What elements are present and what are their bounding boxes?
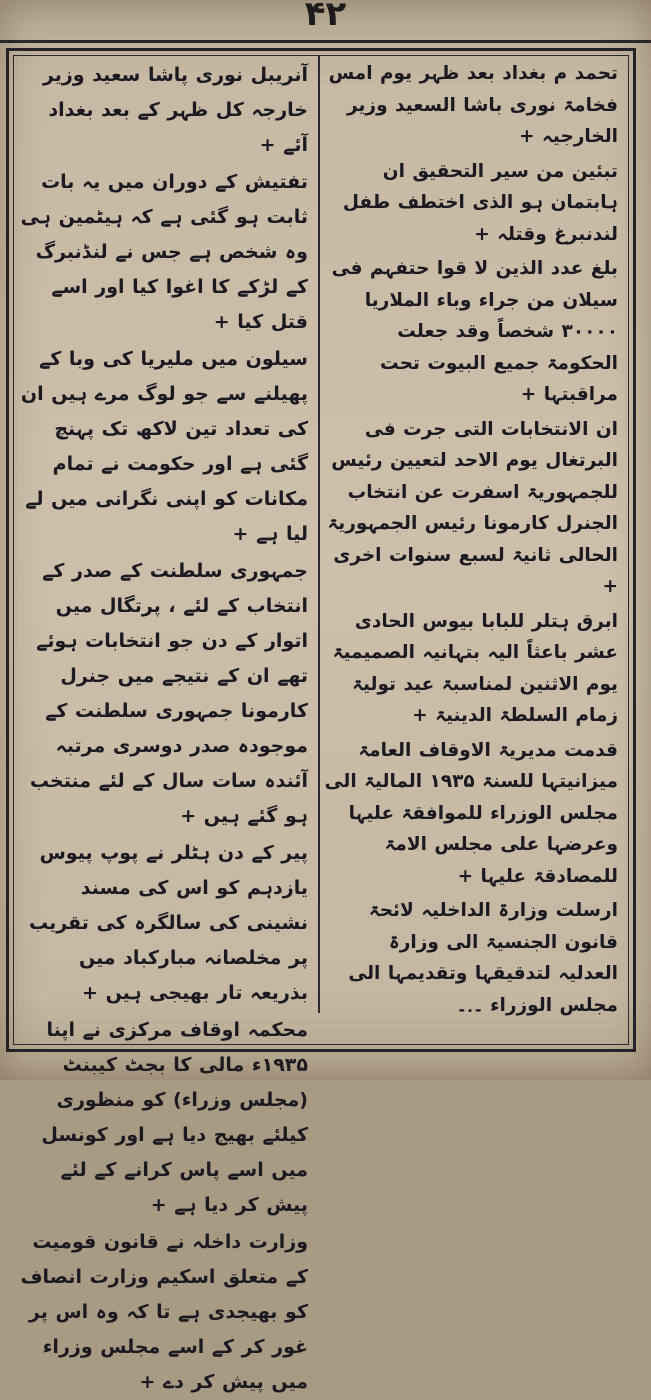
urdu-column (18, 58, 314, 1393)
arabic-paragraph-3: بلغ عدد الذین لا قوا حتفہم فی سیلان من جراء وباء الملاریا ۳۰۰۰۰ شخصاً وقد جعلت الحکومۃ جمیع البیوت تحت مراقبتہا + (331, 258, 618, 405)
top-rule (0, 40, 651, 43)
column-divider (318, 55, 320, 1013)
arabic-paragraph-2: تبئین من سیر التحقیق ان ہابتمان ہو الذی اختطف طفل لندنبرغ وقتلہ + (342, 160, 618, 245)
urdu-paragraph-7: وزارت داخلہ نے قانون قومیت کے متعلق اسکیم وزارت انصاف کو بھیجدی ہے تا کہ وہ اس پر غور کر کے اسے مجلس وزراء میں پیش کر دے + (20, 1231, 308, 1393)
arabic-paragraph-6: قدمت مدیریۃ الاوقاف العامۃ میزانیتہا للسنۃ ۱۹۳۵ المالیۃ الی مجلس الوزراء للموافقۃ علیہا وعرضہا علی مجلس الامۃ للمصادقۃ علیہا + (324, 739, 618, 887)
urdu-paragraph-6: محکمہ اوقاف مرکزی نے اپنا ۱۹۳۵ء مالی کا بجٹ کیبنٹ (مجلس وزراء) کو منظوری کیلئے بھیج دیا ہے اور کونسل میں اسے پاس کرانے کے لئے پیش کر دیا ہے + (41, 1019, 308, 1216)
urdu-paragraph-1: آنریبل نوری پاشا سعید وزیر خارجہ کل ظہر کے بعد بغداد آئے + (42, 64, 308, 156)
column-end-mark: -۰- (458, 1000, 482, 1019)
urdu-paragraph-5: پیر کے دن ہٹلر نے پوپ پیوس یازدہم کو اس کی مسند نشینی کی سالگرہ کی تقریب پر مخلصانہ مبارکباد میں بذریعہ تار بھیجی ہیں + (28, 842, 308, 1004)
urdu-paragraph-2: تفتیش کے دوران میں یہ بات ثابت ہو گئی ہے کہ ہیٹمین ہی وہ شخص ہے جس نے لنڈنبرگ کے لڑکے کا اغوا کیا اور اسے قتل کیا + (20, 171, 308, 333)
page-number: ۴۲ (304, 0, 347, 34)
arabic-paragraph-1: تحمد م بغداد بعد ظہر یوم امس فخامۃ نوری باشا السعید وزیر الخارجیہ + (328, 63, 618, 147)
arabic-column (324, 58, 624, 1016)
arabic-paragraph-7: ارسلت وزارۃ الداخلیہ لائحۃ قانون الجنسیۃ الی وزارۃ العدلیہ لتدقیقہا وتقدیمہا الی مجلس الوزراء (348, 900, 618, 1016)
arabic-paragraph-4: ان الانتخابات التی جرت فی البرتغال یوم الاحد لتعیین رئیس للجمہوریۃ اسفرت عن انتخاب الجنرل کارمونا رئیس الجمہوریۃ الحالی ثانیۃ لسبع سنوات اخری + (327, 418, 618, 597)
arabic-paragraph-5: ابرق ہتلر للبابا بیوس الحادی عشر باعثاً الیہ بتہانیہ الصمیمیۃ یوم الاثنین لمناسبۃ عید تولیۃ زمام السلطۃ الدینیۃ + (332, 610, 618, 726)
urdu-paragraph-4: جمہوری سلطنت کے صدر کے انتخاب کے لئے ، پرتگال میں اتوار کے دن جو انتخابات ہوئے تھے ان کے نتیجے میں جنرل کارمونا جمہوری سلطنت کے موجودہ صدر دوسری مرتبہ آئندہ سات سال کے لئے منتخب ہو گئے ہیں + (29, 560, 308, 827)
urdu-paragraph-3: سیلون میں ملیریا کی وبا کے پھیلنے سے جو لوگ مرے ہیں ان کی تعداد تین لاکھ تک پہنچ گئی ہے اور حکومت نے تمام مکانات کو اپنی نگرانی میں لے لیا ہے + (20, 348, 308, 545)
